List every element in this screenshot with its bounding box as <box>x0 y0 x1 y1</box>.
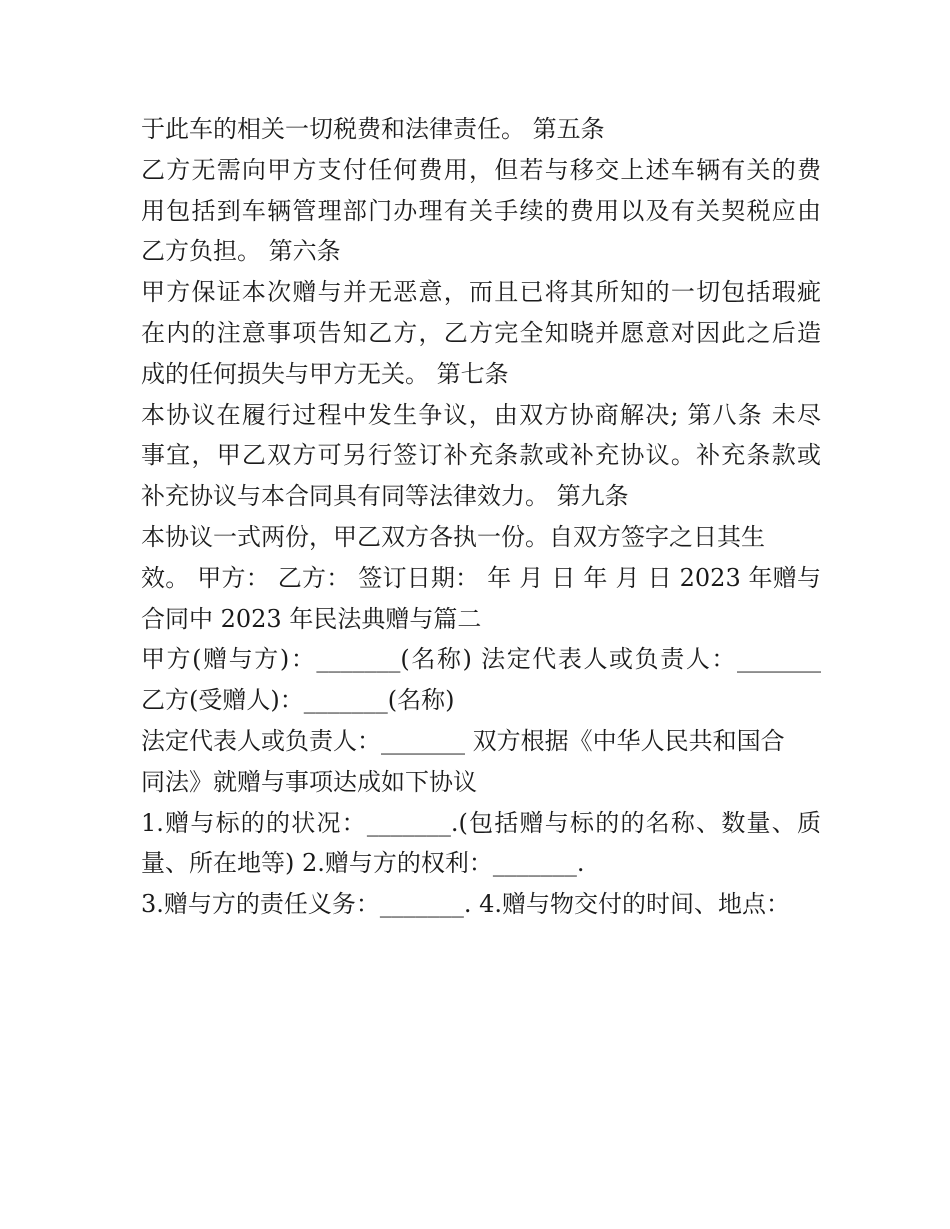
text-line: 补充协议与本合同具有同等法律效力。 第九条 <box>141 482 629 511</box>
text-line: 在内的注意事项告知乙方，乙方完全知晓并愿意对因此之后造 <box>141 318 821 347</box>
text-line: 甲方(赠与方)：_______(名称) 法定代表人或负责人：_______ <box>141 645 821 674</box>
text-line: 3.赠与方的责任义务：_______. 4.赠与物交付的时间、地点： <box>141 890 791 919</box>
text-line: 量、所在地等) 2.赠与方的权利：_______. <box>141 849 585 878</box>
text-line: 效。 甲方： 乙方： 签订日期： 年 月 日 年 月 日 2023 年赠与 <box>141 563 821 592</box>
document-body <box>141 109 821 925</box>
text-line: 乙方负担。 第六条 <box>141 237 341 266</box>
text-line: 用包括到车辆管理部门办理有关手续的费用以及有关契税应由 <box>141 196 821 225</box>
text-line: 于此车的相关一切税费和法律责任。 第五条 <box>141 115 605 143</box>
text-line: 成的任何损失与甲方无关。 第七条 <box>141 359 509 388</box>
text-line: 合同中 2023 年民法典赠与篇二 <box>141 604 482 633</box>
text-line: 1.赠与标的的状况：_______.(包括赠与标的的名称、数量、质 <box>141 808 821 837</box>
text-line: 法定代表人或负责人：_______ 双方根据《中华人民共和国合 <box>141 726 785 755</box>
text-line: 同法》就赠与事项达成如下协议 <box>141 767 477 796</box>
text-line: 乙方无需向甲方支付任何费用，但若与移交上述车辆有关的费 <box>141 155 821 184</box>
text-line: 乙方(受赠人)：_______(名称) <box>141 686 455 715</box>
text-line: 本协议在履行过程中发生争议，由双方协商解决; 第八条 未尽 <box>141 400 821 429</box>
text-line: 本协议一式两份，甲乙双方各执一份。自双方签字之日其生 <box>141 522 765 551</box>
text-line: 甲方保证本次赠与并无恶意，而且已将其所知的一切包括瑕疵 <box>141 278 821 307</box>
text-line: 事宜，甲乙双方可另行签订补充条款或补充协议。补充条款或 <box>141 441 821 470</box>
